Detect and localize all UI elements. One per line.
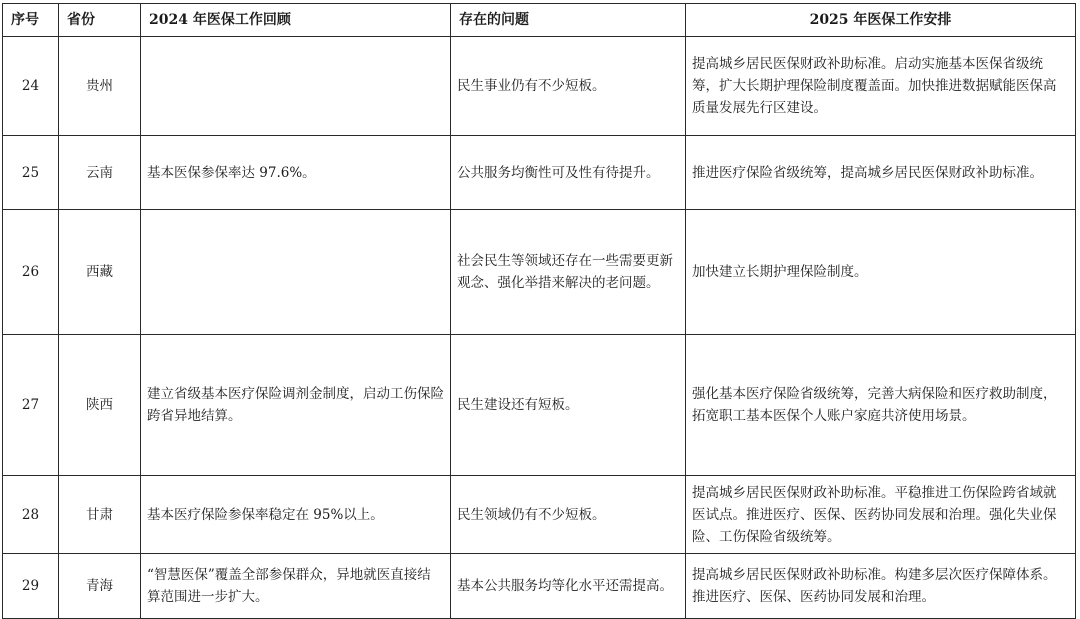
review-cell: 基本医保参保率达 97.6%。 bbox=[141, 136, 451, 210]
review-cell bbox=[141, 37, 451, 136]
province-cell: 贵州 bbox=[59, 37, 141, 136]
problems-cell: 公共服务均衡性可及性有待提升。 bbox=[451, 136, 686, 210]
header-problems: 存在的问题 bbox=[451, 4, 686, 37]
plan-cell: 提高城乡居民医保财政补助标准。平稳推进工伤保险跨省域就医试点。推进医疗、医保、医药协同发展和治理。强化失业保险、工伤保险省级统筹。 bbox=[686, 476, 1076, 554]
table-row bbox=[3, 136, 1076, 210]
row-number: 29 bbox=[3, 554, 59, 619]
header-review-2024: 2024 年医保工作回顾 bbox=[141, 4, 451, 37]
problems-cell: 社会民生等领域还存在一些需要更新观念、强化举措来解决的老问题。 bbox=[451, 210, 686, 335]
province-cell: 西藏 bbox=[59, 210, 141, 335]
row-number: 25 bbox=[3, 136, 59, 210]
row-number: 26 bbox=[3, 210, 59, 335]
header-no: 序号 bbox=[3, 4, 59, 37]
problems-cell: 民生事业仍有不少短板。 bbox=[451, 37, 686, 136]
row-number: 24 bbox=[3, 37, 59, 136]
row-number: 27 bbox=[3, 335, 59, 476]
medical-insurance-table bbox=[2, 3, 1076, 619]
province-cell: 陕西 bbox=[59, 335, 141, 476]
table-row bbox=[3, 554, 1076, 619]
plan-cell: 提高城乡居民医保财政补助标准。启动实施基本医保省级统筹，扩大长期护理保险制度覆盖面。加快推进数据赋能医保高质量发展先行区建设。 bbox=[686, 37, 1076, 136]
review-cell bbox=[141, 210, 451, 335]
table-row bbox=[3, 37, 1076, 136]
problems-cell: 基本公共服务均等化水平还需提高。 bbox=[451, 554, 686, 619]
plan-cell: 强化基本医疗保险省级统筹，完善大病保险和医疗救助制度，拓宽职工基本医保个人账户家庭共济使用场景。 bbox=[686, 335, 1076, 476]
plan-cell: 推进医疗保险省级统筹，提高城乡居民医保财政补助标准。 bbox=[686, 136, 1076, 210]
plan-cell: 提高城乡居民医保财政补助标准。构建多层次医疗保障体系。推进医疗、医保、医药协同发展和治理。 bbox=[686, 554, 1076, 619]
table-row bbox=[3, 335, 1076, 476]
table-row bbox=[3, 476, 1076, 554]
province-cell: 甘肃 bbox=[59, 476, 141, 554]
problems-cell: 民生建设还有短板。 bbox=[451, 335, 686, 476]
review-cell: 建立省级基本医疗保险调剂金制度，启动工伤保险跨省异地结算。 bbox=[141, 335, 451, 476]
plan-cell: 加快建立长期护理保险制度。 bbox=[686, 210, 1076, 335]
province-cell: 青海 bbox=[59, 554, 141, 619]
header-plan-2025: 2025 年医保工作安排 bbox=[686, 4, 1076, 37]
review-cell: 基本医疗保险参保率稳定在 95%以上。 bbox=[141, 476, 451, 554]
province-cell: 云南 bbox=[59, 136, 141, 210]
table-row bbox=[3, 210, 1076, 335]
problems-cell: 民生领域仍有不少短板。 bbox=[451, 476, 686, 554]
table-header-row bbox=[3, 4, 1076, 37]
header-province: 省份 bbox=[59, 4, 141, 37]
review-cell: “智慧医保”覆盖全部参保群众，异地就医直接结算范围进一步扩大。 bbox=[141, 554, 451, 619]
row-number: 28 bbox=[3, 476, 59, 554]
